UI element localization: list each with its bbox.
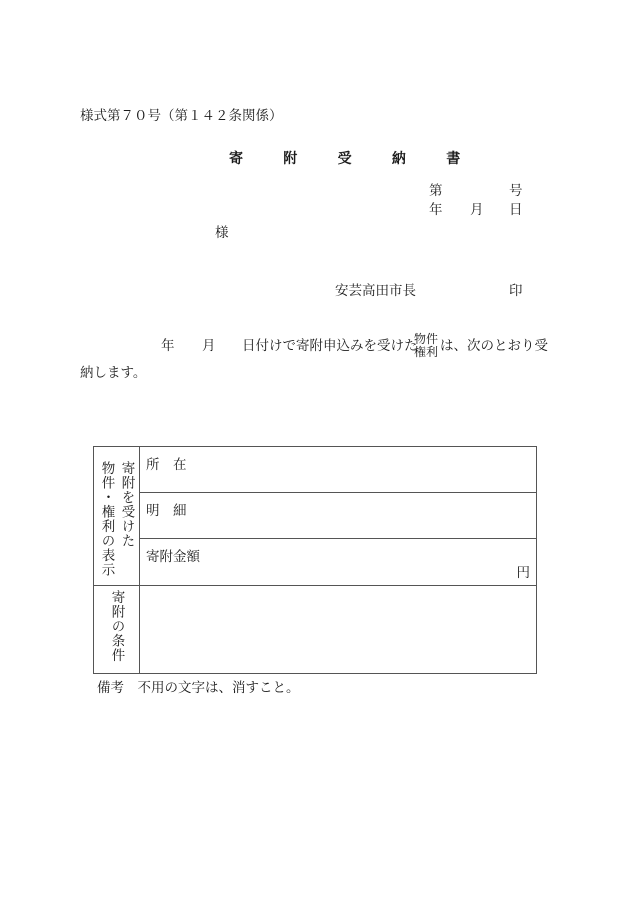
document-title xyxy=(229,152,460,167)
date-month: 月 xyxy=(470,202,484,218)
stack-bottom: 権利 xyxy=(414,345,439,359)
details-label: 明 細 xyxy=(146,503,187,519)
side-label-col1: 物件・権利の表示 xyxy=(98,461,115,577)
issuer-seal: 印 xyxy=(509,283,523,299)
body-month: 月 xyxy=(202,338,216,354)
conditions-label-cell xyxy=(94,586,140,674)
body-tail: は、次のとおり受 xyxy=(440,338,548,354)
property-side-label xyxy=(94,447,140,586)
title-char: 書 xyxy=(446,151,461,167)
donation-table xyxy=(93,446,537,674)
body-year: 年 xyxy=(161,338,175,354)
location-cell xyxy=(140,447,537,493)
title-char: 受 xyxy=(337,151,352,167)
title-char: 寄 xyxy=(229,151,243,167)
amount-label: 寄附金額 xyxy=(146,549,200,565)
stack-top: 物件 xyxy=(414,332,439,346)
date-year: 年 xyxy=(429,202,443,218)
addressee-suffix: 様 xyxy=(215,225,229,241)
side-label-col2: 寄附を受けた xyxy=(118,461,135,548)
title-char: 附 xyxy=(283,151,298,167)
issuer-name: 安芸高田市長 xyxy=(335,283,416,299)
form-number: 様式第７０号（第１４２条関係） xyxy=(80,108,283,124)
title-char: 納 xyxy=(391,151,406,167)
details-cell xyxy=(140,493,537,539)
amount-cell xyxy=(140,539,537,586)
body-line2: 納します。 xyxy=(80,365,147,381)
doc-number-prefix: 第 xyxy=(429,183,443,199)
body-lead: 日付けで寄附申込みを受けた xyxy=(242,338,418,354)
location-label: 所 在 xyxy=(146,457,187,473)
doc-number-suffix: 号 xyxy=(509,183,523,199)
body-stack xyxy=(414,333,438,359)
conditions-label: 寄附の条件 xyxy=(108,590,125,663)
amount-unit: 円 xyxy=(516,565,530,581)
remarks: 備考 不用の文字は、消すこと。 xyxy=(97,680,300,696)
conditions-cell xyxy=(140,586,537,674)
date-day: 日 xyxy=(509,202,523,218)
